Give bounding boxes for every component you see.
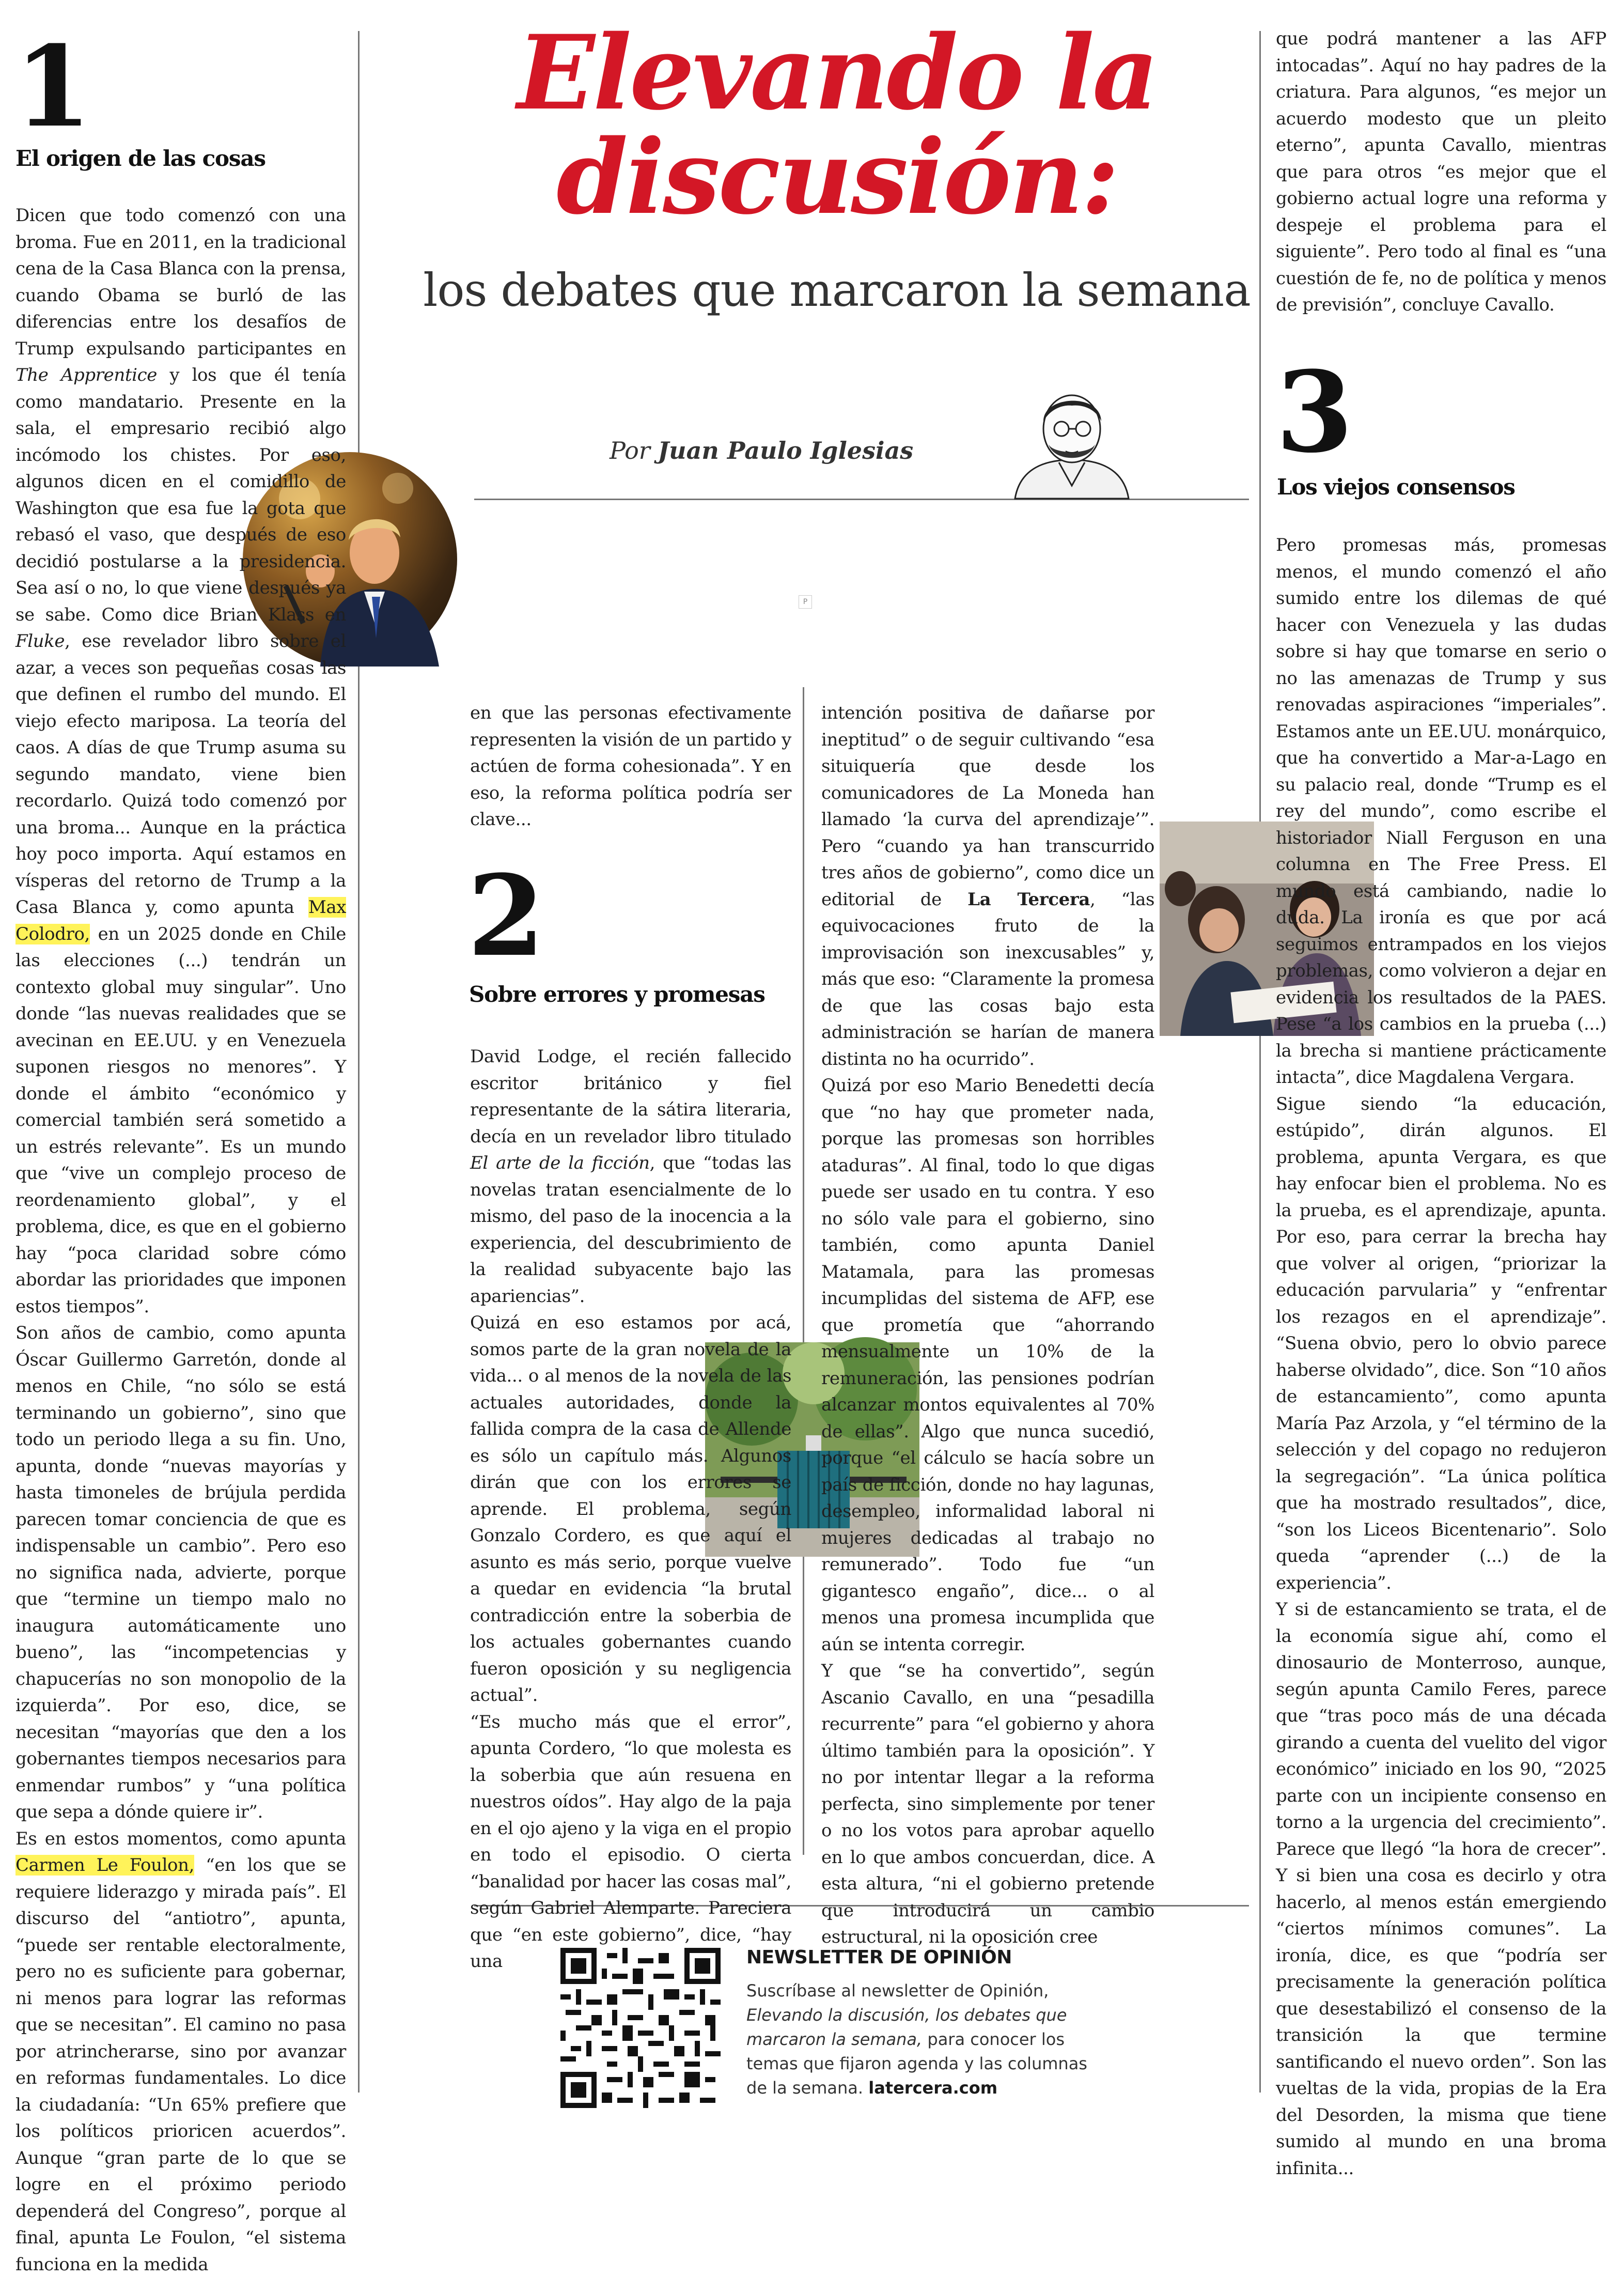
col1-text-em: The Apprentice xyxy=(15,365,157,385)
col1-text: Es en estos momentos, como apunta xyxy=(15,1828,346,1849)
col1-text: , ese revelador libro sobre el azar, a veces son pequeñas cosas las que definen el rumbo del mundo. El viejo efecto mariposa. La teoría del caos. A días de que Trump asuma su segundo mandato, viene bien recordarlo. Quizá todo comenzó por una broma... Aunque en la práctica hoy poco importa. Aquí estamos en vísperas del retorno de Trump a la Casa Blanca y, como apunta xyxy=(15,631,346,918)
col4-paragraph: Pero promesas más, promesas menos, el mundo comenzó el año sumido entre los dilemas de qué hacer con Venezuela y las dudas sobre si hay que tomarse en serio o no las amenazas de Trump y sus renovadas aspiraciones “imperiales”. Estamos ante un EE.UU. monárquico, que ha convertido a Mar-a-Lago en su palacio real, donde “Trump es el rey del mundo”, como escribe el historiador Niall Ferguson en una columna en The Free Press. El mundo está cambiando, nadie lo duda. La ironía es que por acá seguimos entrampados en los viejos problemas, como volvieron a dejar en evidencia los resultados de la PAES. Pese “a los cambios en la prueba (...) la brecha si mantiene prácticamente intacta”, dice Magdalena Vergara. xyxy=(1276,532,1606,1091)
newsletter-text-em: Elevando la discusión, los debates que marcaron la semana, xyxy=(746,2005,1067,2049)
column-1 xyxy=(15,203,346,2278)
col4-paragraph: Sigue siendo “la educación, estúpido”, dirán algunos. El problema, apunta Vergara, es que hay enfocar bien el problema. No es la prueba, es el aprendizaje, apunta. Por eso, para cerrar la brecha hay que volver al origen, “priorizar la educación parvularia” y “enfrentar los rezagos en el aprendizaje”. “Suena obvio, pero lo obvio parece haberse olvidado”, dice. Son “10 años de estancamiento”, como apunta María Paz Arzola, y “el término de la selección y del copago no redujeron la segregación”. “La única política que ha mostrado resultados”, dice, “son los Liceos Bicentenario”. Solo queda “aprender (...) de la experiencia”. xyxy=(1276,1091,1606,1597)
highlight-carmen-le-foulon: Carmen Le Foulon, xyxy=(15,1855,194,1876)
column-2-top xyxy=(470,700,791,833)
newsletter-link[interactable]: latercera.com xyxy=(868,2078,997,2098)
col1-paragraph xyxy=(15,203,346,1320)
byline xyxy=(610,437,913,464)
column-rule xyxy=(1259,31,1261,2093)
col1-text: “en los que se requiere liderazgo y mirada país”. El discurso del “antiotro”, apunta, “puede ser rentable electoralmente, pero no es suficiente para gobernar, ni menos para lograr las reformas que se necesitan”. El camino no pasa por atrincherarse, sino por avanzar en reformas fundamentales. Lo dice la ciudadanía: “Un 65% prefiere que los políticos prioricen acuerdos”. Aunque “gran parte de lo que se logre en el próximo periodo dependerá del Congreso”, porque al final, apunta Le Foulon, “el sistema funciona en la medida xyxy=(15,1855,346,2275)
col1-text: y los que él tenía como mandatario. Presente en la sala, el empresario recibió algo incómodo los chistes. Por eso, algunos dicen en el comidillo de Washington que esa fue la gota que rebasó el vaso, que después de eso decidió postularse a la presidencia. Sea así o no, lo que viene después ya se sabe. Como dice Brian Klass en xyxy=(15,365,346,625)
col1-paragraph: Son años de cambio, como apunta Óscar Guillermo Garretón, donde al menos en Chile, “no sólo se está terminando un gobierno”, sino que todo un periodo llega a su fin. Uno, apunta, donde “nuevas mayorías y hasta timoneles de brújula perdida parecen tomar conciencia de que es indispensable un cambio”. Pero eso no significa nada, advierte, porque que “termine un tiempo malo no inaugura automáticamente uno bueno”, las “incompetencias y chapucerías no son monopolio de la izquierda”. Por eso, dice, se necesitan “mayorías que den a los gobernantes tiempos necesarios para enmendar rumbos” y “una política que sepa a dónde quiere ir”. xyxy=(15,1320,346,1826)
col1-text: en un 2025 donde en Chile las elecciones (...) tendrán un contexto global muy singular”. Uno donde “las nuevas realidades que se avecinan en EE.UU. y en Venezuela suponen riesgos no menores”. Y donde el ámbito “económico y comercial también será sometido a un estrés relevante”. Es un mundo que “vive un complejo proceso de reordenamiento global”, y el problema, dice, es que en el gobierno hay “poca claridad sobre cómo abordar las prioridades que imponen estos tiempos”. xyxy=(15,924,346,1317)
col4-paragraph: Y si de estancamiento se trata, el de la economía sigue ahí, como el dinosaurio de Monterroso, aunque, según apunta Camilo Feres, parece que “tras poco más de una década girando a cuenta del vuelito del vigor económico” iniciado en los 90, “2025 parte con un incipiente consenso en torno a la urgencia del crecimiento”. Parece que llegó “la hora de crecer”. Y si bien una cosa es decirlo y otra hacerlo, al menos están emergiendo “ciertos mínimos comunes”. La ironía, dice, es que “podría ser precisamente la generación política que desestabilizó el consenso de la transición la que termine santificando el nuevo orden”. Son las vueltas de la vida, propias de la Era del Desorden, la misma que tiene sumido al mundo en una broma infinita... xyxy=(1276,1597,1606,2182)
section-number: 3 xyxy=(1276,357,1349,468)
col2-paragraph xyxy=(470,1044,791,1310)
col1-paragraph xyxy=(15,1826,346,2278)
col3-paragraph: Quizá por eso Mario Benedetti decía que “no hay que prometer nada, porque las promesas son horribles ataduras”. Al final, todo lo que digas puede ser usado en tu contra. Y eso no sólo vale para el gobierno, sino también, como apunta Daniel Matamala, para las promesas incumplidas del sistema de AFP, ese que prometía que “ahorrando mensualmente un 10% de la remuneración, las pensiones podrían alcanzar montos equivalentes al 70% de ellas”. Algo que nunca sucedió, porque “el cálculo se hacía sobre un país de ficción, donde no hay lagunas, desempleo, informalidad laboral ni mujeres dedicadas al trabajo no remunerado”. Todo fue “un gigantesco engaño”, dice... o al menos una promesa incumplida que aún se intenta corregir. xyxy=(821,1073,1154,1658)
newsletter-body xyxy=(746,1979,1098,2100)
byline-rule xyxy=(474,499,1249,500)
byline-prefix: Por xyxy=(610,437,658,464)
col3-text: intención positiva de dañarse por ineptitud” o de seguir cultivando “esa situiquería que desde los comunicadores de La Moneda han llamado ‘la curva del aprendizaje’”. Pero “cuando ya han transcurrido tres años de gobierno”, como dice un editorial de xyxy=(821,703,1154,910)
headline-title: Elevando la discusión: xyxy=(382,21,1291,229)
col2-paragraph: Quizá en eso estamos por acá, somos parte de la gran novela de la vida... o al menos de la novela de las actuales autoridades, donde la fallida compra de la casa de Allende es sólo un capítulo más. Algunos dirán que con los errores se aprende. El problema, según Gonzalo Cordero, es que aquí el asunto es más serio, porque vuelve a quedar en evidencia “la brutal contradicción entre la soberbia de los actuales gobernantes cuando fueron oposición y su negligencia actual”. xyxy=(470,1310,791,1709)
author-portrait xyxy=(1005,385,1139,499)
headline-subtitle: los debates que marcaron la semana xyxy=(393,265,1281,316)
col2-paragraph: “Es mucho más que el error”, apunta Cordero, “lo que molesta es la soberbia que aún resuena en nuestros oídos”. Hay algo de la paja en el ojo ajeno y la viga en el propio en todo el episodio. O cierta “banalidad por hacer las cosas mal”, según Gabriel Alemparte. Pareciera que “en este gobierno”, dice, “hay una xyxy=(470,1709,791,1975)
section-number: 2 xyxy=(467,860,541,971)
column-rule xyxy=(803,687,804,1855)
col3-text-bold: La Tercera xyxy=(967,889,1090,910)
section-title: Los viejos consensos xyxy=(1277,474,1515,500)
col2-text: David Lodge, el recién fallecido escritor británico y fiel representante de la sátira literaria, decía en un revelador libro titulado xyxy=(470,1046,791,1147)
col1-text-em: Fluke xyxy=(15,631,65,652)
placeholder-mark: P xyxy=(799,595,812,609)
column-4-top xyxy=(1276,26,1606,319)
column-3 xyxy=(821,700,1154,1951)
col2-text-em: El arte de la ficción xyxy=(470,1153,650,1173)
column-2 xyxy=(470,1044,791,1975)
newsletter-text: para conocer los temas que fijaron agenda y las columnas de la semana. xyxy=(746,2029,1087,2098)
column-4 xyxy=(1276,532,1606,2182)
highlight-max-colodro: Max Colodro, xyxy=(15,897,346,944)
col3-paragraph xyxy=(821,700,1154,1073)
section-number: 1 xyxy=(14,31,88,142)
col2-text: , que “todas las novelas tratan esencialmente de lo mismo, del paso de la inocencia a la experiencia, del descubrimiento de la realidad subyacente bajo las apariencias”. xyxy=(470,1153,791,1307)
col2-paragraph: en que las personas efectivamente representen la visión de un partido y actúen de forma cohesionada”. Y en eso, la reforma política podría ser clave... xyxy=(470,700,791,833)
section-title: Sobre errores y promesas xyxy=(469,982,765,1008)
newsletter-title: NEWSLETTER DE OPINIÓN xyxy=(746,1947,1012,1968)
col1-text: Dicen que todo comenzó con una broma. Fue en 2011, en la tradicional cena de la Casa Blanca con la prensa, cuando Obama se burló de las diferencias entre los desafíos de Trump expulsando participantes en xyxy=(15,205,346,359)
col4-paragraph: que podrá mantener a las AFP intocadas”. Aquí no hay padres de la criatura. Para algunos, “es mejor un acuerdo modesto que un pleito eterno”, apunta Cavallo, mientras que para otros “es mejor que el gobierno actual logre una reforma y despeje el problema para el siguiente”. Pero todo al final es “una cuestión de fe, no de política y menos de previsión”, concluye Cavallo. xyxy=(1276,26,1606,319)
newsletter-qr-code[interactable] xyxy=(560,1948,721,2108)
col3-paragraph: Y que “se ha convertido”, según Ascanio Cavallo, en una “pesadilla recurrente” para “el gobierno y ahora último también para la oposición”. Y no por intentar llegar a la reforma perfecta, sino simplemente por tener o no los votos para aprobar aquello en lo que ambos concuerdan, dice. A esta altura, “ni el gobierno pretende que introducirá un cambio estructural, ni la oposición cree xyxy=(821,1658,1154,1951)
column-rule xyxy=(358,31,360,2093)
col3-text: , “las equivocaciones fruto de la improvisación son inexcusables” y, más que eso: “Claramente la promesa de que las cosas bajo esta administración se harían de manera distinta no ha ocurrido”. xyxy=(821,889,1154,1070)
newsletter-text: Suscríbase al newsletter de Opinión, xyxy=(746,1981,1049,2001)
section-title: El origen de las cosas xyxy=(15,146,266,172)
byline-author: Juan Paulo Iglesias xyxy=(658,437,913,464)
